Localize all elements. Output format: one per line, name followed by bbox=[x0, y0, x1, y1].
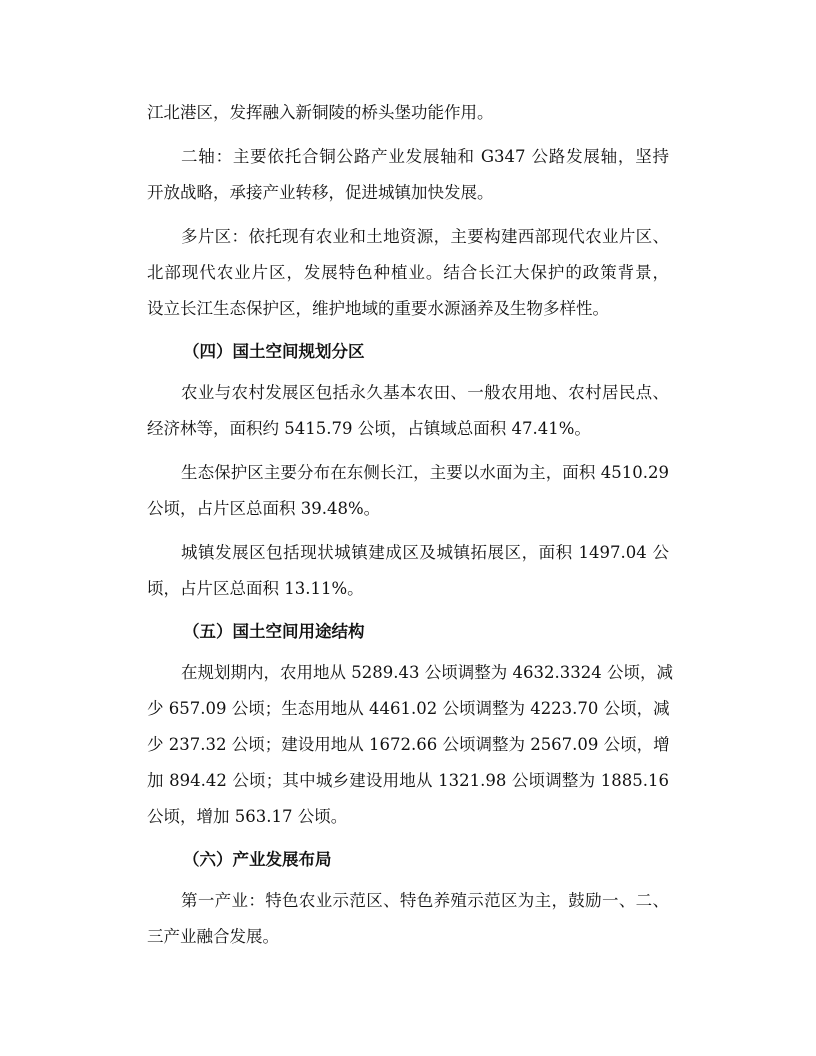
paragraph-line: 第一产业：特色农业示范区、特色养殖示范区为主，鼓励一、二、 bbox=[181, 891, 669, 910]
paragraph-line: 城镇发展区包括现状城镇建成区及城镇拓展区，面积 1497.04 公 bbox=[181, 543, 669, 562]
paragraph-line: 公顷，增加 563.17 公顷。 bbox=[147, 807, 348, 826]
paragraph-line: 多片区：依托现有农业和土地资源，主要构建西部现代农业片区、 bbox=[181, 227, 669, 246]
paragraph-line: 少 657.09 公顷；生态用地从 4461.02 公顷调整为 4223.70 公顷，减 bbox=[147, 699, 670, 718]
paragraph-line: 加 894.42 公顷；其中城乡建设用地从 1321.98 公顷调整为 1885.16 bbox=[147, 771, 669, 790]
paragraph-line: 生态保护区主要分布在东侧长江，主要以水面为主，面积 4510.29 bbox=[181, 463, 669, 482]
paragraph-line: 顷，占片区总面积 13.11%。 bbox=[147, 579, 364, 598]
paragraph-line: 农业与农村发展区包括永久基本农田、一般农用地、农村居民点、 bbox=[181, 383, 669, 402]
paragraph-line: 三产业融合发展。 bbox=[147, 927, 279, 946]
paragraph-line: 少 237.32 公顷；建设用地从 1672.66 公顷调整为 2567.09 公顷，增 bbox=[147, 735, 670, 754]
paragraph-line: 在规划期内，农用地从 5289.43 公顷调整为 4632.3324 公顷，减 bbox=[181, 663, 673, 682]
section-heading: （四）国土空间规划分区 bbox=[183, 342, 365, 361]
paragraph-line: 二轴：主要依托合铜公路产业发展轴和 G347 公路发展轴，坚持 bbox=[181, 147, 669, 166]
section-heading: （六）产业发展布局 bbox=[183, 850, 332, 869]
paragraph-line: 开放战略，承接产业转移，促进城镇加快发展。 bbox=[147, 183, 494, 202]
paragraph-line: 经济林等，面积约 5415.79 公顷，占镇域总面积 47.41%。 bbox=[147, 419, 591, 438]
section-heading: （五）国土空间用途结构 bbox=[183, 622, 365, 641]
paragraph-line: 设立长江生态保护区，维护地域的重要水源涵养及生物多样性。 bbox=[147, 299, 609, 318]
paragraph-line: 江北港区，发挥融入新铜陵的桥头堡功能作用。 bbox=[147, 103, 494, 122]
paragraph-line: 北部现代农业片区，发展特色种植业。结合长江大保护的政策背景， bbox=[147, 263, 669, 282]
paragraph-line: 公顷，占片区总面积 39.48%。 bbox=[147, 499, 381, 518]
